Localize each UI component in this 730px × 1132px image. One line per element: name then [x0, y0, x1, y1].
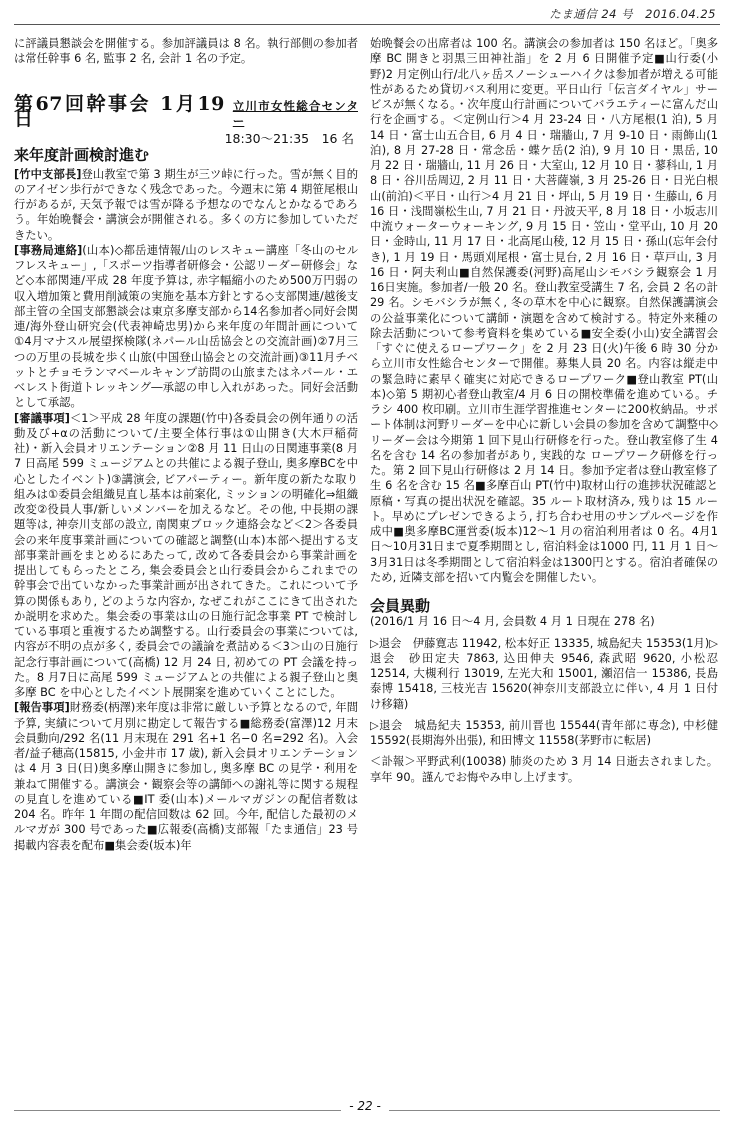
member-withdrawals-2: ▷退会 城島紀夫 15353, 前川晋也 15544(青年部に専念), 中杉健 15592(長期海外出張), 和田博文 11558(茅野市に転居)	[370, 718, 718, 747]
left-column	[14, 36, 358, 853]
header-rule	[14, 24, 720, 25]
paragraph-deliberation	[14, 411, 358, 701]
page-header: たま通信 24 号 2016.04.25	[549, 7, 716, 21]
meeting-title: 第67回幹事会 1月19日	[14, 92, 225, 130]
paragraph-body: (山本)◇都岳連情報/山のレスキュー講座「冬山のセルフレスキュー」,「スポーツ指導者研修会・公認リーダー研修会」など◇本部関連/平成 28 年度予算は, 赤字幅縮小のため500万円弱の収入増加策と費用削減策の実施を基本方針とする◇支部関連/越後支部主管の全国支部懇談会は東京多摩支部から14名参加者◇同好会関連/海外登山研究会(代表神崎忠男)から来年度の年間計画について①4月マナスル展望探検隊(ネパール山岳協会との交流計画)②7月三つの万里の長城を歩く山旅(中国登山協会との交流計画)③11月チベットとチョモランマベールキャンプ訪問の山旅またはネパール・エベレスト街道トレッキング―承認の申し入れがあった。同好会活動として承認。	[14, 243, 358, 410]
page-number	[0, 1099, 730, 1113]
paragraph-body: ＜1＞平成 28 年度の課題(竹中)各委員会の例年通りの活動及び+αの活動について/主要全体行事は①山開き(大木戸稲荷社)・新入会員オリエンテーション②8 月 11 日山の日関連事業(8 月 7 日高尾 599 ミュージアムとの共催による親子登山, 奥多摩BCを中心としたイベント)③講演会, ビアパーティー。新年度の新たな取り組みは①委員会組織見直し基本は前案化, ミッションの明確化⇒組織改変②役員人事/新しいメンバーを加えるなど。その他, 中長期の課題等は, 神奈川支部の設立, 南関東ブロック連絡会など＜2＞各委員会の来年度事業計画についての確認と調整(山本)本部へ提出する支部事業計画をまとめるにあたって, 改めて各委員会から事業計画を提出してもらったところ, 集会委員会と山行委員会からこれまでの幹事会で出ていなかった事業計画が出されてきた。これについて予算の関係もあり, どのような内容か, なぜこれがここにきて出されたか説明を求めた。集会委の事業は山の日施行記念事業 PT で検討している事項と重複するため調整する。山行委員会の事業については, 内容が不明の点が多く, 委員会での議論を煮詰める＜3＞山の日施行記念行事計画について(高橋) 12 月 24 日, 初めての PT 会議を持った。8 月7日に高尾 599 ミュージアムとの共催による親子登山と奥多摩 BC を中心としたイベント展開案を進めていくことにした。	[14, 411, 359, 699]
paragraph-tag: [事務局連絡]	[14, 243, 83, 257]
member-changes-heading: 会員異動	[370, 597, 431, 615]
paragraph-tag: [竹中支部長]	[14, 167, 82, 181]
right-column	[370, 36, 718, 785]
meeting-time: 18:30～21:35 16 名	[224, 131, 354, 146]
paragraph-tag: [報告事項]	[14, 701, 70, 715]
paragraph-reports	[14, 700, 358, 853]
member-period: (2016/1 月 16 日～4 月, 会員数 4 月 1 日現在 278 名)	[370, 615, 655, 629]
obituary: ＜訃報＞平野武利(10038) 肺炎のため 3 月 14 日逝去されました。享年 90。謹んでお悔やみ申し上げます。	[370, 755, 718, 784]
member-withdrawals-1: ▷退会 伊藤寛志 11942, 松本好正 13335, 城島紀夫 15353(1月)▷退会 砂田定夫 7863, 込田伸夫 9546, 森武昭 9620, 小松忍 12514, 大槻利行 13019, 左光大和 15001, 瀬沼信一 15386, 長島泰博 15418, 三枝光吉 15620(神奈川支部設立に伴い, 4 月 1 日付け移籍)	[370, 636, 718, 711]
reports-continued: 始晩餐会の出席者は 100 名。講演会の参加者は 150 名ほど。「奥多摩 BC 開きと羽黒三田神社詣」を 2 月 6 日開催予定■山行委(小野)2 月定例山行/北八ヶ岳スノーシューハイクは参加者が増える可能性があるため貸切バス利用に変更。平日山行「伝言ダイヤル」サービスが無くなる。・次年度山行計画についてバラエティーに富んだ山行を企画する。＜定例山行＞4 月 23-24 日・八方尾根(1 泊), 5 月 14 日・富士山五合目, 6 月 4 日・瑞牆山, 7 月 9-10 日・雨飾山(1 泊), 8 月 27-28 日・常念岳・蝶ケ岳(2 泊), 9 月 10 日・黒岳, 10 月 22 日・瑞牆山, 11 月 26 日・大室山, 12 月 10 日・蓼科山, 1 月 8 日・谷川岳周辺, 2 月 11 日・大菩薩嶺, 3 月 25-26 日・日光白根山(前泊)＜平日・山行＞4 月 21 日・坪山, 5 月 19 日・生藤山, 6 月 16 日・浅間嶺松生山, 7 月 21 日・丹波天平, 8 月 18 日・小坂志川中流ウォーターウォーキング, 9 月 15 日・笠山・堂平山, 10 月 20 日・金時山, 11 月 17 日・北高尾山稜, 12 月 15 日・孫山(忘年会付き), 1 月 19 日・馬頭刈尾根・富士見台, 2 月 16 日・草戸山, 3 月 16 日・阿夫利山■自然保護委(河野)高尾山シモバシラ観察会 1 月16日実施。参加者/一般 20 名。登山教室受講生 7 名, 会員 2 名の計 29 名。シモバシラが無く, 冬の草木を中心に観察。自然保護講演会の公益事業化について講師・演題を含めて検討する。特定外来種の除去活動について参考資料を集めている■安全委(小山)安全講習会「すぐに使えるロープワーク」を 2 月 23 日(火)午後 6 時 30 分から立川市女性総合センターで開催。募集人員 20 名。内容は縦走中の緊急時に素早く確実に対応できるロープワーク■登山教室 PT(山本)◇第 5 期初心者登山教室/4 月 6 日の開校準備を進めている。チラシ 400 枚印刷。立川市生涯学習推進センターに200枚納品。サポート体制は河野リーダーを中心に新しい会員の参加を含めて調整中◇リーダー会は今期第 1 回下見山行研修を行った。登山教室修了生 4 名を含む 14 名の参加者があり, 実践的な ロープワーク研修を行った。第 2 回下見山行研修は 2 月 14 日。参加予定者は登山教室修了生 6 名を含む 15 名■多摩百山 PT(竹中)取材山行の進捗状況確認と原稿・写真の提出状況を確認。35 ルート取材済み, 残りは 15 ルート。早めにプレゼンできるよう, 打ち合わせ用のサンプルページを作成中■奥多摩BC運営委(坂本)12～1 月の宿泊利用者は 0 名。4月1日～10月31日まで夏季期間とし, 宿泊料金は1000 円, 11 月 1 日～3月31日は冬季期間として宿泊料金は1300円とする。宿泊者確保のため, 近隣支部を招いて内覧会を開催したい。	[370, 37, 718, 584]
paragraph-body: 登山教室で第 3 期生が三ツ峠に行った。雪が無く目的のアイゼン歩行ができなく残念であった。今週末に第 4 期笹尾根山行があるが, 天気予報では雪が降る予想なのでなんとかなるであろう。年始晩餐会・講演会が開催される。多くの方に参加していただきたい。	[14, 167, 358, 242]
section-heading: 来年度計画検討進む	[14, 146, 150, 165]
page-number-text: - 22 -	[341, 1099, 389, 1113]
meeting-venue: 立川市女性総合センター	[232, 98, 358, 128]
intro-text: に評議員懇談会を開催する。参加評議員は 8 名。執行部側の参加者は常任幹事 6 名, 監事 2 名, 会計 1 名の予定。	[14, 37, 358, 66]
paragraph-body: 財務委(柄澤)来年度は非常に厳しい予算となるので, 年間予算, 実績について月別に勘定して報告する■総務委(富澤)12 月末会員動向/292 名(11 月末現在 291 名+1 名−0 名=292 名)。入会者/益子穂高(15815, 小金井市 17 歳), 新入会員オリエンテーションは 4 月 3 日(日)奥多摩山開きに参加し, 奥多摩 BC の見学・利用を兼ねて開催する。講演会・観察会等の講師への謝礼等に関する規程の見直しを進めている■IT 委(山本)メールマガジンの配信者数は 204 名。昨年 1 年間の配信回数は 62 回。今年, 配信した最初のメルマガが 300 号であった■広報委(高橋)支部報「たま通信」23 号掲載内容表を配布■集会委(坂本)年	[14, 701, 359, 852]
paragraph-secretariat	[14, 243, 358, 411]
paragraph-tag: [審議事項]	[14, 411, 70, 425]
paragraph-branch-chief	[14, 167, 358, 243]
meeting-heading	[14, 92, 358, 130]
